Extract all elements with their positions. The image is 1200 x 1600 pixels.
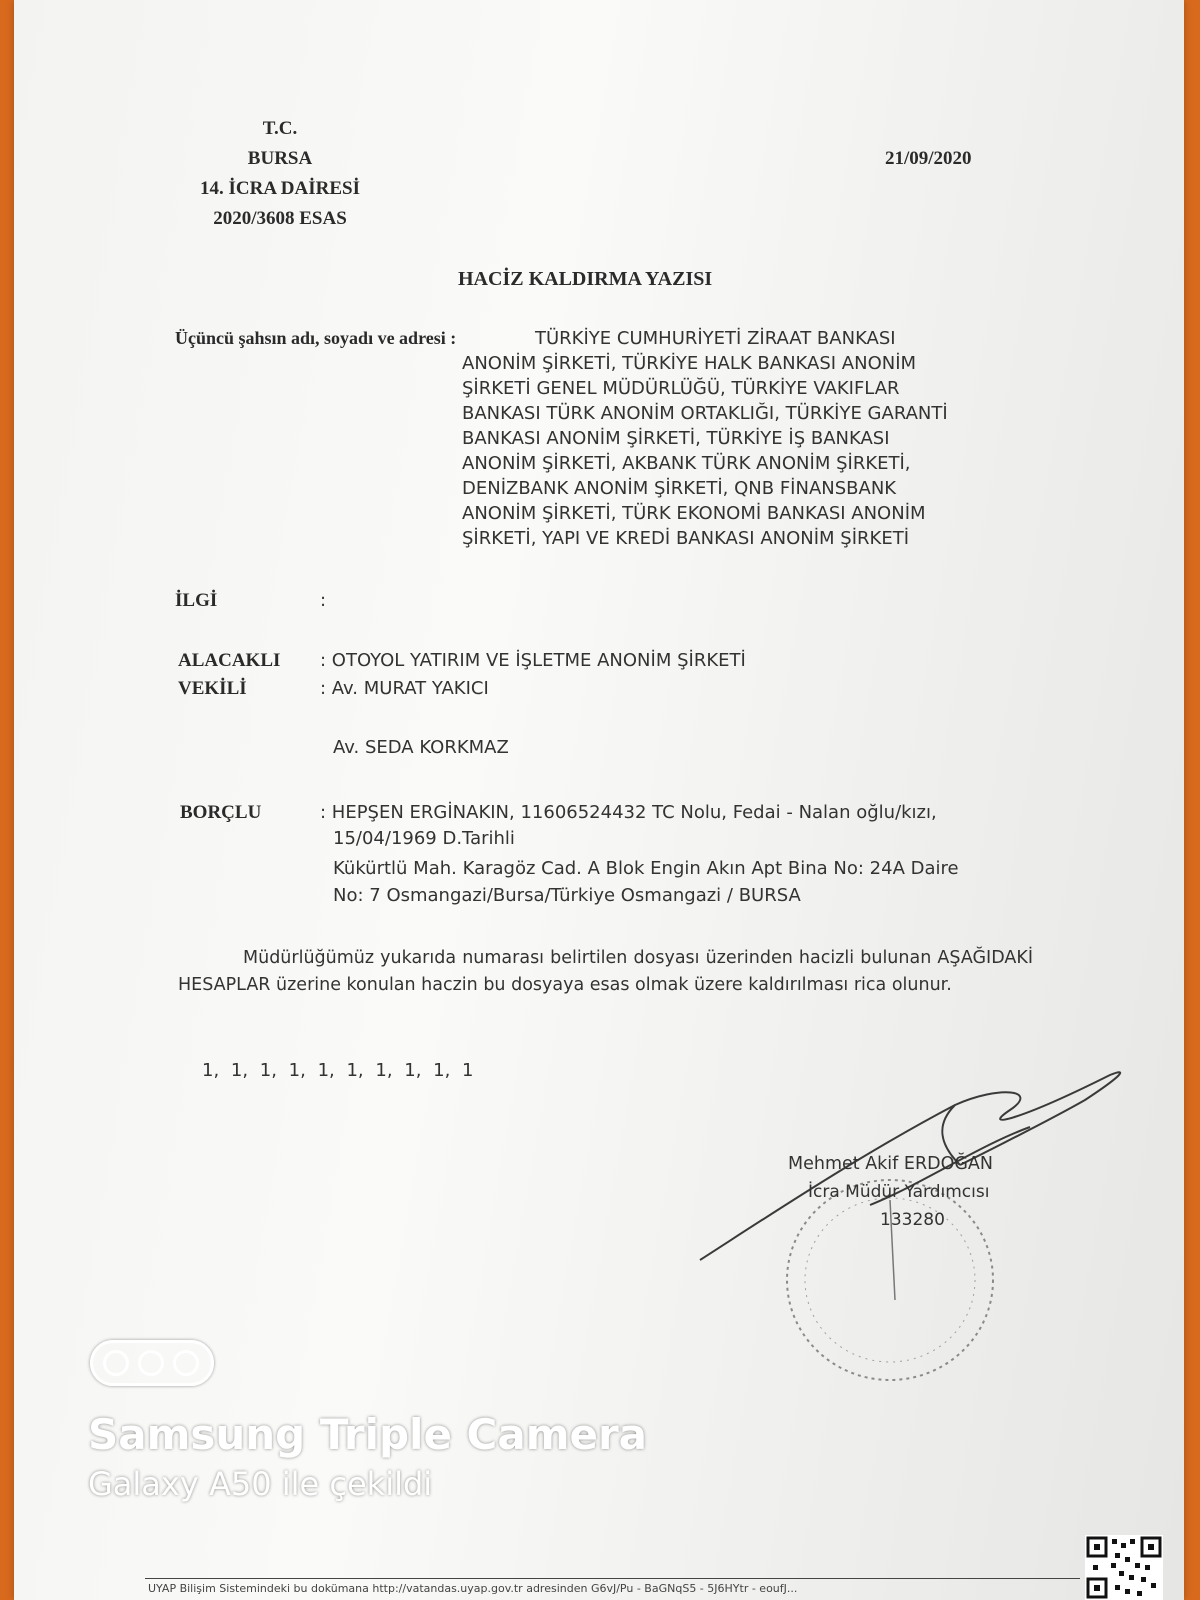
qr-code xyxy=(1085,1535,1163,1600)
signatory-name: Mehmet Akif ERDOĞAN xyxy=(788,1154,993,1174)
ilgi-value: : xyxy=(320,590,327,611)
borclu-line: 15/04/1969 D.Tarihli xyxy=(333,828,515,849)
borclu-label: BORÇLU xyxy=(180,802,262,823)
third-party-line: TÜRKİYE CUMHURİYETİ ZİRAAT BANKASI xyxy=(535,328,896,349)
borclu-line: : HEPŞEN ERGİNAKIN, 11606524432 TC Nolu, Fedai - Nalan oğlu/kızı, xyxy=(320,802,937,823)
accounts-list: 1, 1, 1, 1, 1, 1, 1, 1, 1, 1 xyxy=(202,1060,474,1081)
footer-verification-text: UYAP Bilişim Sistemindeki bu dokümana http://vatandas.uyap.gov.tr adresinden G6vJ/Pu - BaGNqS5 - 5J6HYtr - eoufJ... xyxy=(148,1582,798,1595)
third-party-line: DENİZBANK ANONİM ŞİRKETİ, QNB FİNANSBANK xyxy=(462,478,897,499)
camera-brand-text: Samsung Triple Camera xyxy=(88,1410,648,1459)
header-city: BURSA xyxy=(247,148,313,169)
header-file-no: 2020/3608 ESAS xyxy=(213,208,347,229)
signatory-number: 133280 xyxy=(880,1210,945,1230)
seal-and-signature xyxy=(690,1065,1140,1395)
vekili-value: : Av. MURAT YAKICI xyxy=(320,678,489,699)
signatory-title: İcra Müdür Yardımcısı xyxy=(808,1182,990,1202)
third-party-line: ANONİM ŞİRKETİ, TÜRKİYE HALK BANKASI ANONİM xyxy=(462,353,917,374)
third-party-label: Üçüncü şahsın adı, soyadı ve adresi : xyxy=(175,328,457,348)
vekili-value-2: Av. SEDA KORKMAZ xyxy=(333,737,509,758)
alacakli-value: : OTOYOL YATIRIM VE İŞLETME ANONİM ŞİRKETİ xyxy=(320,650,746,671)
borclu-address: No: 7 Osmangazi/Bursa/Türkiye Osmangazi / BURSA xyxy=(333,885,801,906)
third-party-line: ŞİRKETİ, YAPI VE KREDİ BANKASI ANONİM ŞİRKETİ xyxy=(462,528,910,549)
third-party-line: ŞİRKETİ GENEL MÜDÜRLÜĞÜ, TÜRKİYE VAKIFLAR xyxy=(462,378,900,399)
vekili-label: VEKİLİ xyxy=(178,678,247,699)
footer-rule xyxy=(145,1578,1080,1579)
alacakli-label: ALACAKLI xyxy=(178,650,281,671)
body-paragraph: Müdürlüğümüz yukarıda numarası belirtilen dosyası üzerinden hacizli bulunan AŞAĞIDAKİ HESAPLAR üzerine konulan haczin bu dosyaya esas olmak üzere kaldırılması rica olunur. xyxy=(178,948,1033,995)
third-party-line: ANONİM ŞİRKETİ, AKBANK TÜRK ANONİM ŞİRKETİ, xyxy=(462,453,911,474)
borclu-address: Kükürtlü Mah. Karagöz Cad. A Blok Engin Akın Apt Bina No: 24A Daire xyxy=(333,858,959,879)
third-party-line: ANONİM ŞİRKETİ, TÜRK EKONOMİ BANKASI ANONİM xyxy=(462,503,926,524)
document-title: HACİZ KALDIRMA YAZISI xyxy=(458,268,713,290)
triple-camera-icon xyxy=(90,1340,214,1386)
ilgi-label: İLGİ xyxy=(175,590,218,611)
camera-device-text: Galaxy A50 ile çekildi xyxy=(88,1465,433,1503)
third-party-line: BANKASI ANONİM ŞİRKETİ, TÜRKİYE İŞ BANKASI xyxy=(462,428,890,449)
document-date: 21/09/2020 xyxy=(885,148,972,169)
header-office: 14. İCRA DAİRESİ xyxy=(200,178,360,199)
third-party-line: BANKASI TÜRK ANONİM ORTAKLIĞI, TÜRKİYE GARANTİ xyxy=(462,403,948,424)
header-tc: T.C. xyxy=(262,118,298,139)
